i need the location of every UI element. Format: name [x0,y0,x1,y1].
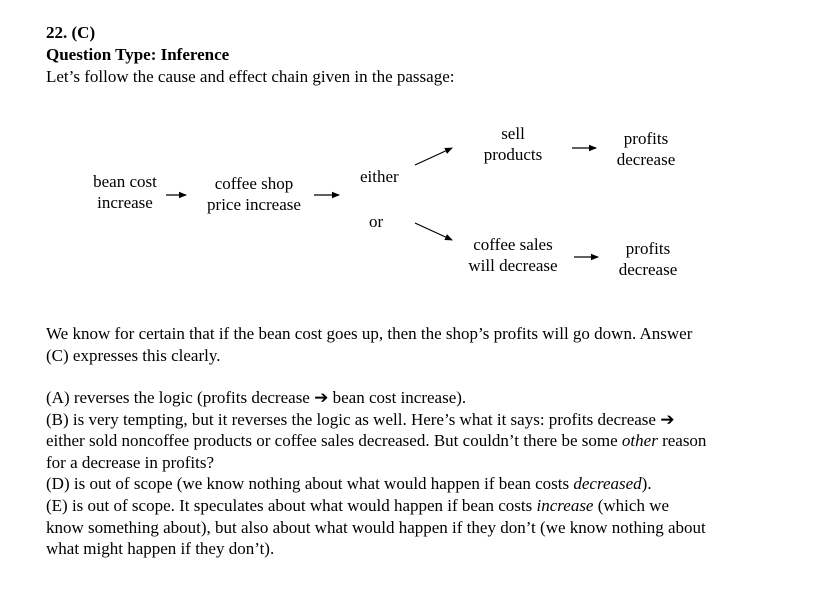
explanation-e-emphasis: increase [536,495,594,515]
explanation-d [46,473,786,495]
node-coffee-sales-line1: coffee sales [473,235,553,254]
explanation-e-line-1 [46,495,786,517]
node-coffee-shop-line2: price increase [207,195,301,214]
arrow-or-to-coffee-sales [415,223,452,240]
explanation-d-emphasis: decreased [573,474,642,494]
conclusion-line-2: (C) expresses this clearly. [46,345,221,365]
node-coffee-sales-line2: will decrease [468,256,558,275]
node-profits-top-line1: profits [623,129,669,148]
explanations [46,387,786,560]
node-bean-cost-line1: bean cost [93,172,157,191]
node-bean-cost-line2: increase [97,193,153,212]
label-either: either [360,167,399,186]
explanation-b-text1: (B) is very tempting, but it reverses the logic as well. Here’s what it says: profits decrease [46,409,661,429]
conclusion-paragraph [46,323,786,366]
explanation-a-text1: (A) reverses the logic (profits decrease [46,388,315,407]
explanation-d-text2: ). [641,474,652,494]
conclusion-line-1: We know for certain that if the bean cost goes up, then the shop’s profits will go down. Answer [46,324,693,343]
explanation-e-line-2: know something about), but also about what would happen if they don’t (we know nothing about [46,517,706,537]
node-profits-bottom-line2: decrease [618,260,678,279]
explanation-e-text1: (E) is out of scope. It speculates about what would happen if bean costs [46,495,537,515]
node-coffee-shop-line1: coffee shop [214,174,294,193]
intro-text: Let’s follow the cause and effect chain given in the passage: [46,67,455,86]
explanation-b-line-1 [46,409,786,431]
node-sell-products-line2: products [483,145,543,164]
explanation-d-text1: (D) is out of scope (we know nothing about what would happen if bean costs [46,474,574,494]
explanation-b-line-3: for a decrease in profits? [46,452,215,472]
arrow-either-to-sell [415,148,452,165]
explanation-a [46,387,786,409]
node-sell-products-line1: sell [501,124,525,143]
explanation-b-text3: reason [657,431,707,451]
node-profits-bottom-line1: profits [625,239,671,258]
explanation-b-emphasis: other [621,431,658,451]
explanation-e-text2: (which we [593,495,670,515]
question-number: 22. (C) [46,23,96,42]
explanation-b-line-2 [46,430,786,452]
explanation-a-text2: bean cost increase). [328,388,467,407]
label-or: or [369,212,384,231]
explanation-e-line-3: what might happen if they don’t). [46,539,275,559]
arrow-glyph: ➔ [660,409,675,429]
question-type: Question Type: Inference [46,45,230,64]
explanation-b-text2: either sold noncoffee products or coffee sales decreased. But couldn’t there be some [46,431,622,451]
arrow-glyph: ➔ [314,388,329,407]
node-profits-top-line2: decrease [616,150,676,169]
